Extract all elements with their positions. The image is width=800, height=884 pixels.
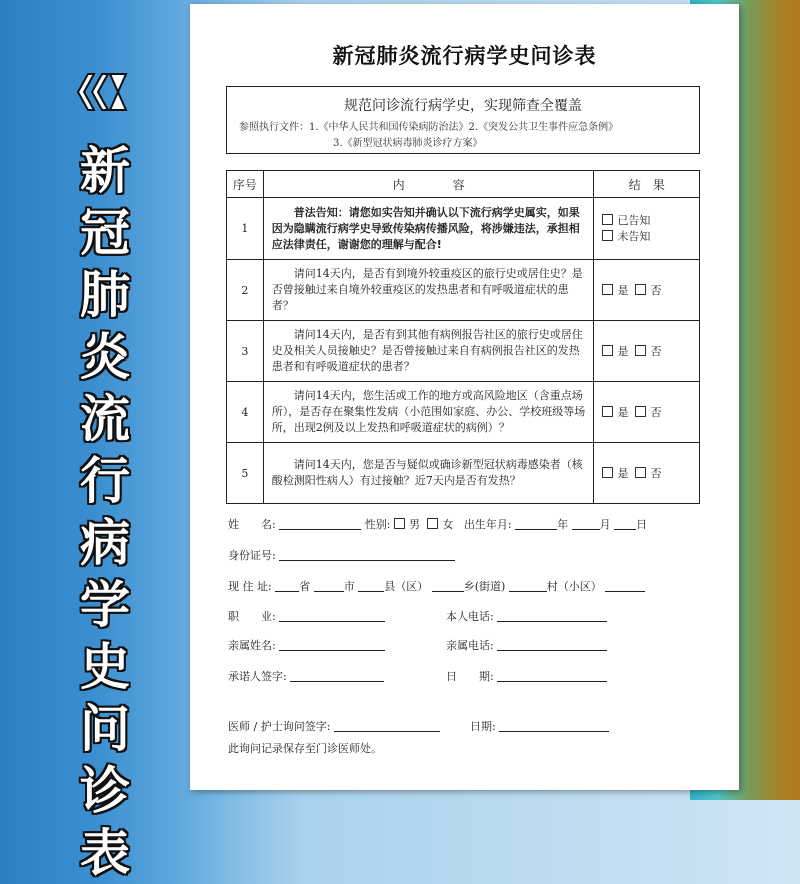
checkbox-icon[interactable] [602, 345, 613, 356]
checkbox-icon[interactable] [635, 284, 646, 295]
doctor-row [228, 718, 440, 734]
gender-male: 男 [408, 518, 420, 531]
birth-label: 出生年月: [463, 518, 512, 531]
phone-label: 本人电话: [446, 610, 494, 623]
doctor-sign-input[interactable] [334, 719, 440, 732]
row-content: 请问14天内，是否有到其他有病例报告社区的旅行史或居住史及相关人员接触史？是否曾接触过来自有病例报告社区的发热患者和有呼吸道症状的患者？ [263, 321, 594, 382]
header-no: 序号 [227, 171, 264, 198]
header-result: 结 果 [594, 171, 700, 198]
year-label: 年 [557, 518, 569, 531]
brand-logo-icon [74, 70, 130, 114]
relative-phone-row [446, 637, 607, 653]
row-number: 5 [227, 443, 264, 504]
footer-note: 此询问记录保存至门诊医师处。 [228, 742, 382, 755]
reference-heading: 规范问诊流行病学史，实现筛查全覆盖 [344, 98, 582, 114]
side-title-char: 流 [80, 389, 130, 448]
option-yes: 是 [617, 345, 629, 358]
town-label: 乡(街道) [463, 580, 506, 593]
question-table [226, 170, 700, 504]
document-title: 新冠肺炎流行病学史问诊表 [332, 43, 597, 68]
checkbox-icon[interactable] [602, 214, 613, 225]
table-header-row [227, 171, 700, 198]
id-row [228, 547, 455, 563]
relative-name-input[interactable] [279, 638, 385, 651]
id-input[interactable] [279, 548, 455, 561]
province-input[interactable] [275, 579, 299, 592]
date-row [446, 668, 607, 684]
checkbox-icon[interactable] [602, 467, 613, 478]
job-row [228, 608, 385, 624]
signer-label: 承诺人签字: [228, 670, 287, 683]
table-row [227, 260, 700, 321]
header-content: 内 容 [263, 171, 594, 198]
county-label: 县（区） [384, 580, 429, 593]
side-vertical-title [76, 140, 134, 884]
reference-documents-line2: 3.《新型冠状病毒肺炎诊疗方案》 [333, 138, 483, 149]
table-row [227, 321, 700, 382]
doctor-sign-label: 医师 / 护士询问签字: [228, 720, 331, 733]
province-label: 省 [299, 580, 311, 593]
option-no: 否 [650, 345, 662, 358]
date2-input[interactable] [499, 719, 609, 732]
side-title-char: 新 [80, 141, 130, 200]
table-row [227, 198, 700, 260]
side-title-char: 史 [80, 637, 130, 696]
table-row [227, 443, 700, 504]
job-label: 职 业: [228, 610, 276, 623]
row-result [594, 443, 700, 504]
row-result [594, 382, 700, 443]
checkbox-icon[interactable] [602, 284, 613, 295]
signer-input[interactable] [290, 669, 384, 682]
option-yes: 是 [617, 406, 629, 419]
month-label: 月 [599, 518, 611, 531]
birth-year-input[interactable] [515, 517, 557, 530]
relative-name-row [228, 637, 385, 653]
address-row [228, 578, 645, 594]
town-input[interactable] [432, 579, 464, 592]
row-number: 2 [227, 260, 264, 321]
reference-box [226, 86, 700, 154]
option-label: 已告知 [617, 213, 651, 227]
option-informed[interactable] [602, 213, 699, 229]
city-label: 市 [343, 580, 355, 593]
table-row [227, 382, 700, 443]
city-input[interactable] [314, 579, 344, 592]
name-input[interactable] [279, 517, 361, 530]
date2-row [470, 718, 609, 734]
row-content: 请问14天内，是否有到境外较重疫区的旅行史或居住史？是否曾接触过来自境外较重疫区的发热患者和有呼吸道症状的患者？ [263, 260, 594, 321]
row-number: 3 [227, 321, 264, 382]
checkbox-icon[interactable] [602, 230, 613, 241]
row-result [594, 260, 700, 321]
row-content: 请问14天内，您是否与疑似或确诊新型冠状病毒感染者（核酸检测阳性病人）有过接触？近7天内是否有发热？ [263, 443, 594, 504]
option-not-informed[interactable] [602, 229, 699, 245]
option-no: 否 [650, 467, 662, 480]
checkbox-icon[interactable] [427, 518, 438, 529]
id-label: 身份证号: [228, 549, 276, 562]
option-label: 未告知 [617, 229, 651, 243]
checkbox-icon[interactable] [635, 467, 646, 478]
job-input[interactable] [279, 609, 385, 622]
option-no: 否 [650, 406, 662, 419]
phone-input[interactable] [497, 609, 607, 622]
side-title-char: 问 [80, 699, 130, 758]
checkbox-icon[interactable] [635, 406, 646, 417]
gender-female: 女 [442, 518, 454, 531]
row-content: 普法告知：请您如实告知并确认以下流行病学史属实，如果因为隐瞒流行病学史导致传染病传播风险，将涉嫌违法，承担相应法律责任，谢谢您的理解与配合! [263, 198, 594, 260]
village-input[interactable] [509, 579, 547, 592]
name-row [228, 516, 647, 532]
address-label: 现 住 址: [228, 580, 272, 593]
row-result [594, 198, 700, 260]
side-title-char: 表 [80, 823, 130, 882]
side-title-char: 炎 [80, 327, 130, 386]
relative-phone-label: 亲属电话: [446, 639, 494, 652]
birth-month-input[interactable] [572, 517, 600, 530]
address-detail-input[interactable] [605, 579, 645, 592]
side-title-char: 学 [80, 575, 130, 634]
side-title-char: 肺 [80, 265, 130, 324]
date-input[interactable] [497, 669, 607, 682]
county-input[interactable] [358, 579, 384, 592]
option-yes: 是 [617, 467, 629, 480]
side-title-char: 冠 [80, 203, 130, 262]
row-number: 1 [227, 198, 264, 260]
checkbox-icon[interactable] [394, 518, 405, 529]
side-title-char: 行 [80, 451, 130, 510]
phone-row [446, 608, 607, 624]
name-label: 姓 名: [228, 518, 276, 531]
date2-label: 日期: [470, 720, 496, 733]
relative-name-label: 亲属姓名: [228, 639, 276, 652]
village-label: 村（小区） [546, 580, 602, 593]
gender-label: 性别: [364, 518, 391, 531]
checkbox-icon[interactable] [635, 345, 646, 356]
questionnaire-sheet [190, 4, 739, 790]
signer-row [228, 668, 384, 684]
relative-phone-input[interactable] [497, 638, 607, 651]
reference-documents-line1: 参照执行文件：1.《中华人民共和国传染病防治法》2.《突发公共卫生事件应急条例》 [239, 122, 619, 133]
row-content: 请问14天内，您生活或工作的地方或高风险地区（含重点场所），是否存在聚集性发病（小范围如家庭、办公、学校班级等场所，出现2例及以上发热和呼吸道症状的病例）？ [263, 382, 594, 443]
row-result [594, 321, 700, 382]
checkbox-icon[interactable] [602, 406, 613, 417]
day-label: 日 [636, 518, 648, 531]
option-no: 否 [650, 284, 662, 297]
option-yes: 是 [617, 284, 629, 297]
side-title-char: 病 [80, 513, 130, 572]
birth-day-input[interactable] [614, 517, 636, 530]
date-label: 日 期: [446, 670, 494, 683]
row-number: 4 [227, 382, 264, 443]
side-title-char: 诊 [80, 761, 130, 820]
